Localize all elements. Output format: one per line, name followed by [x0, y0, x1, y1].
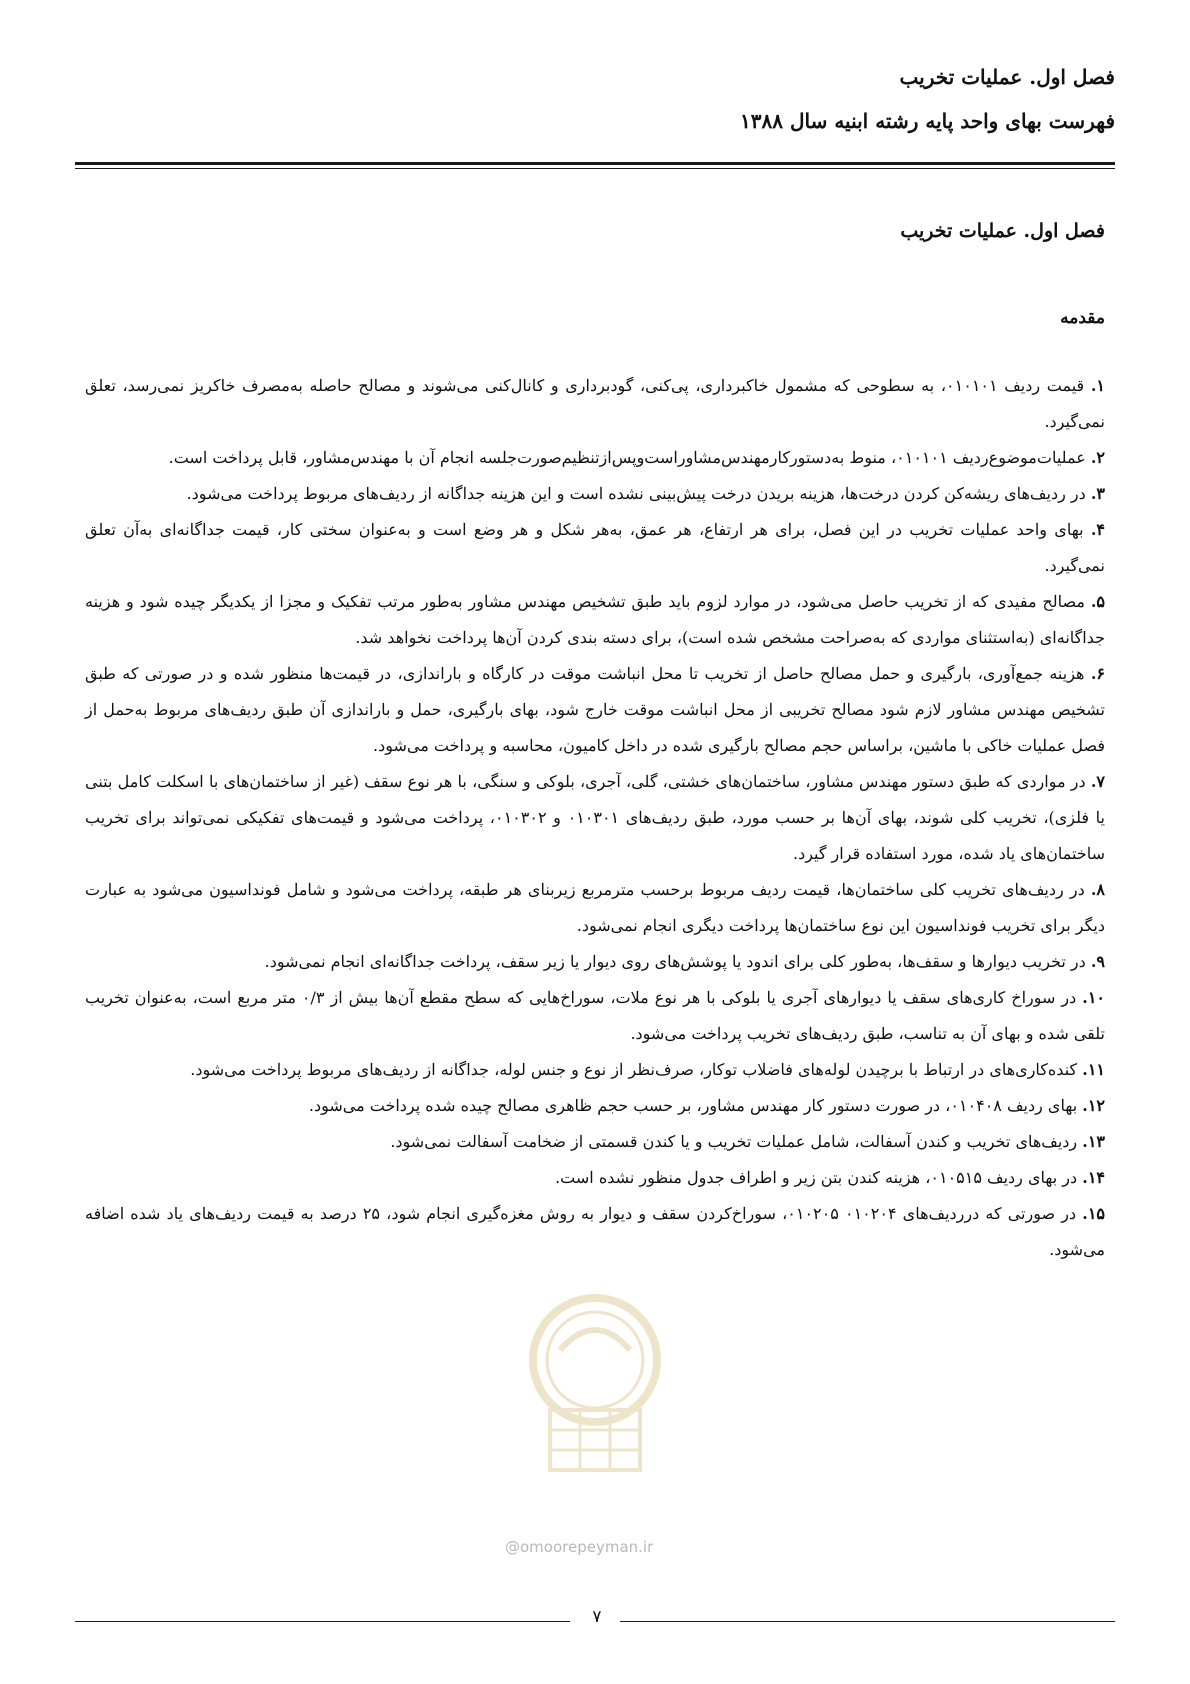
item-number: ۱۲.: [1082, 1096, 1105, 1115]
item-text: هزینه جمع‌آوری، بارگیری و حمل مصالح حاصل از تخریب تا محل انباشت موقت در کارگاه و باراندازی، در قیمت‌ها منظور شده و در صورتی که طبق تشخیص مهندس مشاور لازم شود مصالح تخریبی از محل انباشت موقت خارج شود، بهای بارگیری، حمل و باراندازی آن طبق ردیف‌های مربوط به‌حمل از فصل عملیات خاکی با ماشین، براساس حجم مصالح بارگیری شده در داخل کامیون، محاسبه و پرداخت می‌شود.: [85, 664, 1105, 755]
item-text: بهای ردیف ۰۱۰۴۰۸، در صورت دستور کار مهندس مشاور، بر حسب حجم ظاهری مصالح چیده شده پرداخت می‌شود.: [308, 1096, 1083, 1115]
list-item: [85, 872, 1105, 944]
item-text: در تخریب دیوارها و سقف‌ها، به‌طور کلی برای اندود یا پوشش‌های روی دیوار یا زیر سقف، پرداخت جداگانه‌ای انجام نمی‌شود.: [264, 952, 1091, 971]
list-item: [85, 476, 1105, 512]
item-text: در ردیف‌های ریشه‌کن کردن درخت‌ها، هزینه بریدن درخت پیش‌بینی نشده است و این هزینه جداگانه از ردیف‌های مربوط پرداخت می‌شود.: [186, 484, 1091, 503]
item-number: ۱۱.: [1082, 1060, 1105, 1079]
list-item: [85, 368, 1105, 440]
item-number: ۹.: [1090, 952, 1105, 971]
introduction-items: [85, 368, 1105, 1268]
item-text: در بهای ردیف ۰۱۰۵۱۵، هزینه کندن بتن زیر و اطراف جدول منظور نشده است.: [555, 1168, 1083, 1187]
footer-rule-left: [75, 1621, 570, 1622]
item-number: ۴.: [1090, 520, 1106, 539]
list-item: [85, 1088, 1105, 1124]
header-price-list-title: فهرست بهای واحد پایه رشته ابنیه سال ۱۳۸۸: [740, 109, 1115, 133]
item-text: ردیف‌های تخریب و کندن آسفالت، شامل عملیات تخریب و یا کندن قسمتی از ضخامت آسفالت نمی‌شود.: [390, 1132, 1083, 1151]
item-number: ۲.: [1090, 448, 1105, 467]
list-item: [85, 512, 1105, 584]
header-chapter-title: فصل اول. عملیات تخریب: [899, 65, 1115, 89]
list-item: [85, 1160, 1105, 1196]
list-item: [85, 656, 1105, 764]
item-text: در صورتی که درردیف‌های ۰۱۰۲۰۴ ۰۱۰۲۰۵، سوراخ‌کردن سقف و دیوار به روش مغزه‌گیری انجام شود، ۲۵ درصد به قیمت ردیف‌های یاد شده اضافه می‌شود.: [85, 1204, 1105, 1259]
item-number: ۱۰.: [1082, 988, 1106, 1007]
list-item: [85, 944, 1105, 980]
item-text: در ردیف‌های تخریب کلی ساختمان‌ها، قیمت ردیف مربوط برحسب مترمربع زیربنای هر طبقه، پرداخت می‌شود و شامل فونداسیون می‌شود به عبارت دیگر برای تخریب فونداسیون این نوع ساختمان‌ها پرداخت دیگری انجام نمی‌شود.: [85, 880, 1105, 935]
section-title: مقدمه: [1060, 308, 1105, 328]
item-text: در سوراخ کاری‌های سقف یا دیوارهای آجری یا بلوکی با هر نوع ملات، سوراخ‌هایی که سطح مقطع آن‌ها بیش از ۰/۳ متر مربع است، به‌عنوان تخریب تلقی شده و بهای آن به تناسب، طبق ردیف‌های تخریب پرداخت می‌شود.: [85, 988, 1105, 1043]
item-text: کنده‌کاری‌های در ارتباط با برچیدن لوله‌های فاضلاب توکار، صرف‌نظر از نوع و جنس لوله، جداگانه از ردیف‌های مربوط پرداخت می‌شود.: [190, 1060, 1083, 1079]
item-number: ۵.: [1090, 592, 1105, 611]
item-text: در مواردی که طبق دستور مهندس مشاور، ساختمان‌های خشتی، گلی، آجری، بلوکی و سنگی، با هر نوع سقف (غیر از ساختمان‌های با اسکلت کامل بتنی یا فلزی)، تخریب کلی شوند، بهای آن‌ها بر حسب مورد، طبق ردیف‌های ۰۱۰۳۰۱ و ۰۱۰۳۰۲، پرداخت می‌شود و قیمت‌های تفکیکی نمی‌تواند برای تخریب ساختمان‌های یاد شده، مورد استفاده قرار گیرد.: [85, 772, 1105, 863]
item-number: ۱۴.: [1082, 1168, 1105, 1187]
running-header: [75, 62, 1115, 136]
list-item: [85, 1196, 1105, 1268]
list-item: [85, 1052, 1105, 1088]
watermark-seal-icon: [520, 1290, 670, 1480]
item-text: مصالح مفیدی که از تخریب حاصل می‌شود، در موارد لزوم باید طبق تشخیص مهندس مشاور به‌طور مرتب تفکیک و مجزا از یکدیگر چیده شود و هزینه جداگانه‌ای (به‌استثنای مواردی که به‌صراحت مشخص شده است)، برای دسته بندی کردن آن‌ها پرداخت نخواهد شد.: [85, 592, 1105, 647]
header-rule-thick: [75, 162, 1115, 165]
item-text: قیمت ردیف ۰۱۰۱۰۱، به سطوحی که مشمول خاکبرداری، پی‌کنی، گودبرداری و کانال‌کنی می‌شوند و مصالح حاصله به‌مصرف خاکریز نمی‌رسد، تعلق نمی‌گیرد.: [85, 376, 1105, 431]
watermark-site-text: @omoorepeyman.ir: [505, 1538, 654, 1556]
page-number: ۷: [592, 1607, 602, 1627]
item-number: ۸.: [1090, 880, 1105, 899]
header-rule-thin: [75, 168, 1115, 169]
list-item: [85, 1124, 1105, 1160]
item-number: ۱.: [1090, 376, 1106, 395]
list-item: [85, 584, 1105, 656]
list-item: [85, 440, 1105, 476]
item-number: ۶.: [1090, 664, 1105, 683]
list-item: [85, 980, 1105, 1052]
chapter-title: فصل اول. عملیات تخریب: [900, 220, 1105, 242]
item-number: ۱۵.: [1082, 1204, 1106, 1223]
item-number: ۱۳.: [1082, 1132, 1105, 1151]
item-number: ۷.: [1090, 772, 1105, 791]
footer-rule-right: [620, 1621, 1115, 1622]
item-number: ۳.: [1090, 484, 1105, 503]
item-text: بهای واحد عملیات تخریب در این فصل، برای هر ارتفاع، هر عمق، به‌هر شکل و هر وضع است و به‌عنوان سختی کار، قیمت جداگانه‌ای به‌آن تعلق نمی‌گیرد.: [85, 520, 1105, 575]
item-text: عملیات‌موضوع‌ردیف ۰۱۰۱۰۱، منوط به‌دستورکارمهندس‌مشاوراست‌وپس‌ازتنظیم‌صورت‌جلسه انجام آن با مهندس‌مشاور، قابل پرداخت است.: [168, 448, 1091, 467]
list-item: [85, 764, 1105, 872]
